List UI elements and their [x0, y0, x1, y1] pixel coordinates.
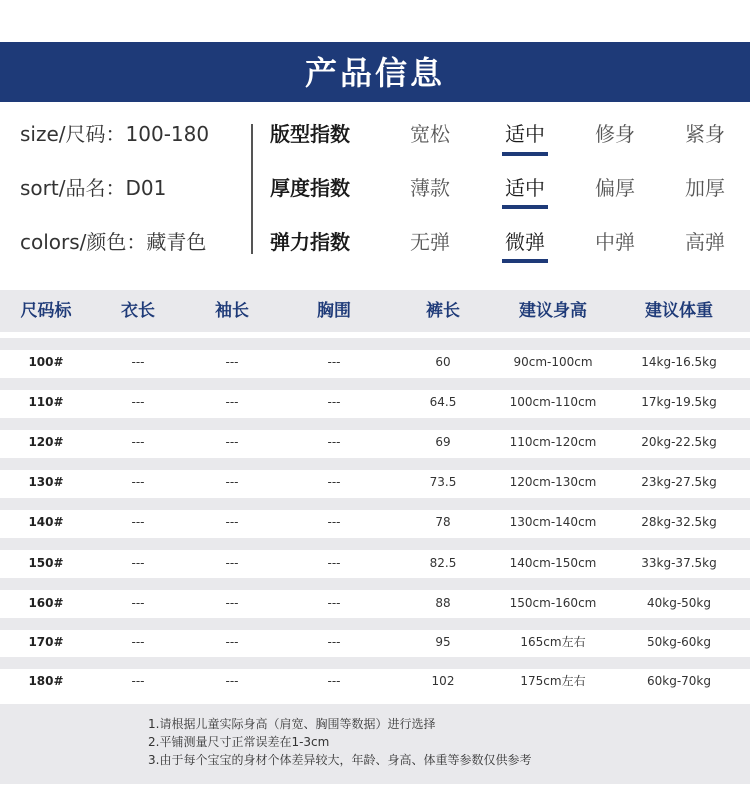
- note-item: 2.平铺测量尺寸正常误差在1-3cm: [148, 735, 330, 749]
- cell: 130cm-140cm: [509, 515, 597, 529]
- spec-value: 藏青色: [146, 230, 207, 254]
- cell: 28kg-32.5kg: [641, 515, 717, 529]
- spec-sort: [20, 175, 166, 201]
- selected-underline: [502, 152, 548, 156]
- spec-value: 100-180: [125, 122, 210, 146]
- cell: 150cm-160cm: [509, 596, 597, 610]
- cell: ---: [131, 674, 145, 688]
- cell: ---: [131, 596, 145, 610]
- cell: ---: [327, 635, 341, 649]
- col-header-pants: 裤长: [426, 301, 460, 321]
- cell: ---: [225, 596, 239, 610]
- cell: ---: [225, 395, 239, 409]
- row-band: [0, 498, 750, 510]
- row-band: [0, 458, 750, 470]
- cell-size: 170#: [28, 635, 64, 649]
- cell: ---: [225, 515, 239, 529]
- cell: 60kg-70kg: [646, 674, 711, 688]
- cell: 40kg-50kg: [646, 596, 711, 610]
- cell-size: 150#: [28, 556, 64, 570]
- col-header-length: 衣长: [121, 301, 155, 321]
- selected-underline: [502, 259, 548, 263]
- cell: 73.5: [429, 475, 457, 489]
- cell: 14kg-16.5kg: [641, 355, 717, 369]
- cell: ---: [327, 515, 341, 529]
- spec-size: [20, 121, 209, 147]
- cell: ---: [225, 435, 239, 449]
- cell: ---: [327, 435, 341, 449]
- index-option: 薄款: [410, 176, 450, 200]
- cell: 120cm-130cm: [509, 475, 597, 489]
- index-option: 无弹: [410, 230, 450, 254]
- spec-value: D01: [125, 176, 167, 200]
- cell: 69: [435, 435, 451, 449]
- selected-underline: [502, 205, 548, 209]
- row-band: [0, 338, 750, 350]
- note-item: 3.由于每个宝宝的身材个体差异较大，年龄、身高、体重等参数仅供参考: [148, 753, 532, 767]
- cell: 110cm-120cm: [509, 435, 597, 449]
- cell: ---: [327, 475, 341, 489]
- spec-label: colors/颜色：: [20, 230, 147, 254]
- note-item: 1.请根据儿童实际身高（肩宽、胸围等数据）进行选择: [148, 717, 436, 731]
- divider: [251, 124, 253, 254]
- cell: 175cm左右: [520, 674, 586, 688]
- cell: 88: [435, 596, 451, 610]
- col-header-size: 尺码标: [20, 301, 72, 321]
- row-band: [0, 657, 750, 669]
- cell: 50kg-60kg: [646, 635, 711, 649]
- cell-size: 180#: [28, 674, 64, 688]
- cell: ---: [327, 674, 341, 688]
- spec-label: size/尺码：: [20, 122, 126, 146]
- cell: 95: [435, 635, 451, 649]
- index-label-thickness: 厚度指数: [270, 176, 350, 200]
- cell: ---: [225, 355, 239, 369]
- spec-label: sort/品名：: [20, 176, 126, 200]
- index-option: 修身: [595, 122, 635, 146]
- spec-color: [20, 229, 206, 255]
- index-option-selected: 微弹: [505, 230, 545, 254]
- col-header-chest: 胸围: [317, 301, 351, 321]
- cell: 17kg-19.5kg: [641, 395, 717, 409]
- cell: ---: [131, 515, 145, 529]
- index-option: 紧身: [685, 122, 725, 146]
- cell: 33kg-37.5kg: [641, 556, 717, 570]
- row-band: [0, 538, 750, 550]
- cell: 60: [435, 355, 451, 369]
- cell-size: 110#: [28, 395, 64, 409]
- cell-size: 120#: [28, 435, 64, 449]
- index-option: 宽松: [410, 122, 450, 146]
- page-title: 产品信息: [304, 54, 445, 92]
- row-band: [0, 418, 750, 430]
- cell: ---: [131, 475, 145, 489]
- cell-size: 160#: [28, 596, 64, 610]
- col-header-weight: 建议体重: [645, 301, 713, 321]
- cell: ---: [131, 395, 145, 409]
- index-option-selected: 适中: [505, 176, 545, 200]
- cell: ---: [225, 674, 239, 688]
- cell: ---: [327, 556, 341, 570]
- cell: 102: [431, 674, 455, 688]
- col-header-height: 建议身高: [519, 301, 587, 321]
- row-band: [0, 618, 750, 630]
- cell: 20kg-22.5kg: [641, 435, 717, 449]
- cell: 64.5: [429, 395, 457, 409]
- cell: 23kg-27.5kg: [641, 475, 717, 489]
- cell: 100cm-110cm: [509, 395, 597, 409]
- cell: ---: [225, 556, 239, 570]
- cell: ---: [131, 435, 145, 449]
- row-band: [0, 578, 750, 590]
- col-header-sleeve: 袖长: [215, 301, 249, 321]
- cell: ---: [225, 475, 239, 489]
- cell: 78: [435, 515, 451, 529]
- index-option: 中弹: [595, 230, 635, 254]
- cell-size: 140#: [28, 515, 64, 529]
- cell: ---: [131, 556, 145, 570]
- cell: 140cm-150cm: [509, 556, 597, 570]
- cell: ---: [327, 596, 341, 610]
- cell: 90cm-100cm: [513, 355, 593, 369]
- cell: ---: [131, 635, 145, 649]
- cell: ---: [225, 635, 239, 649]
- index-option: 高弹: [685, 230, 725, 254]
- index-option: 偏厚: [595, 176, 635, 200]
- index-label-elasticity: 弹力指数: [270, 230, 350, 254]
- index-option: 加厚: [685, 176, 725, 200]
- cell: 82.5: [429, 556, 457, 570]
- index-option-selected: 适中: [505, 122, 545, 146]
- index-label-fit: 版型指数: [270, 122, 350, 146]
- row-band: [0, 378, 750, 390]
- cell: ---: [131, 355, 145, 369]
- cell: ---: [327, 395, 341, 409]
- cell-size: 100#: [28, 355, 64, 369]
- cell-size: 130#: [28, 475, 64, 489]
- cell: 165cm左右: [520, 635, 586, 649]
- cell: ---: [327, 355, 341, 369]
